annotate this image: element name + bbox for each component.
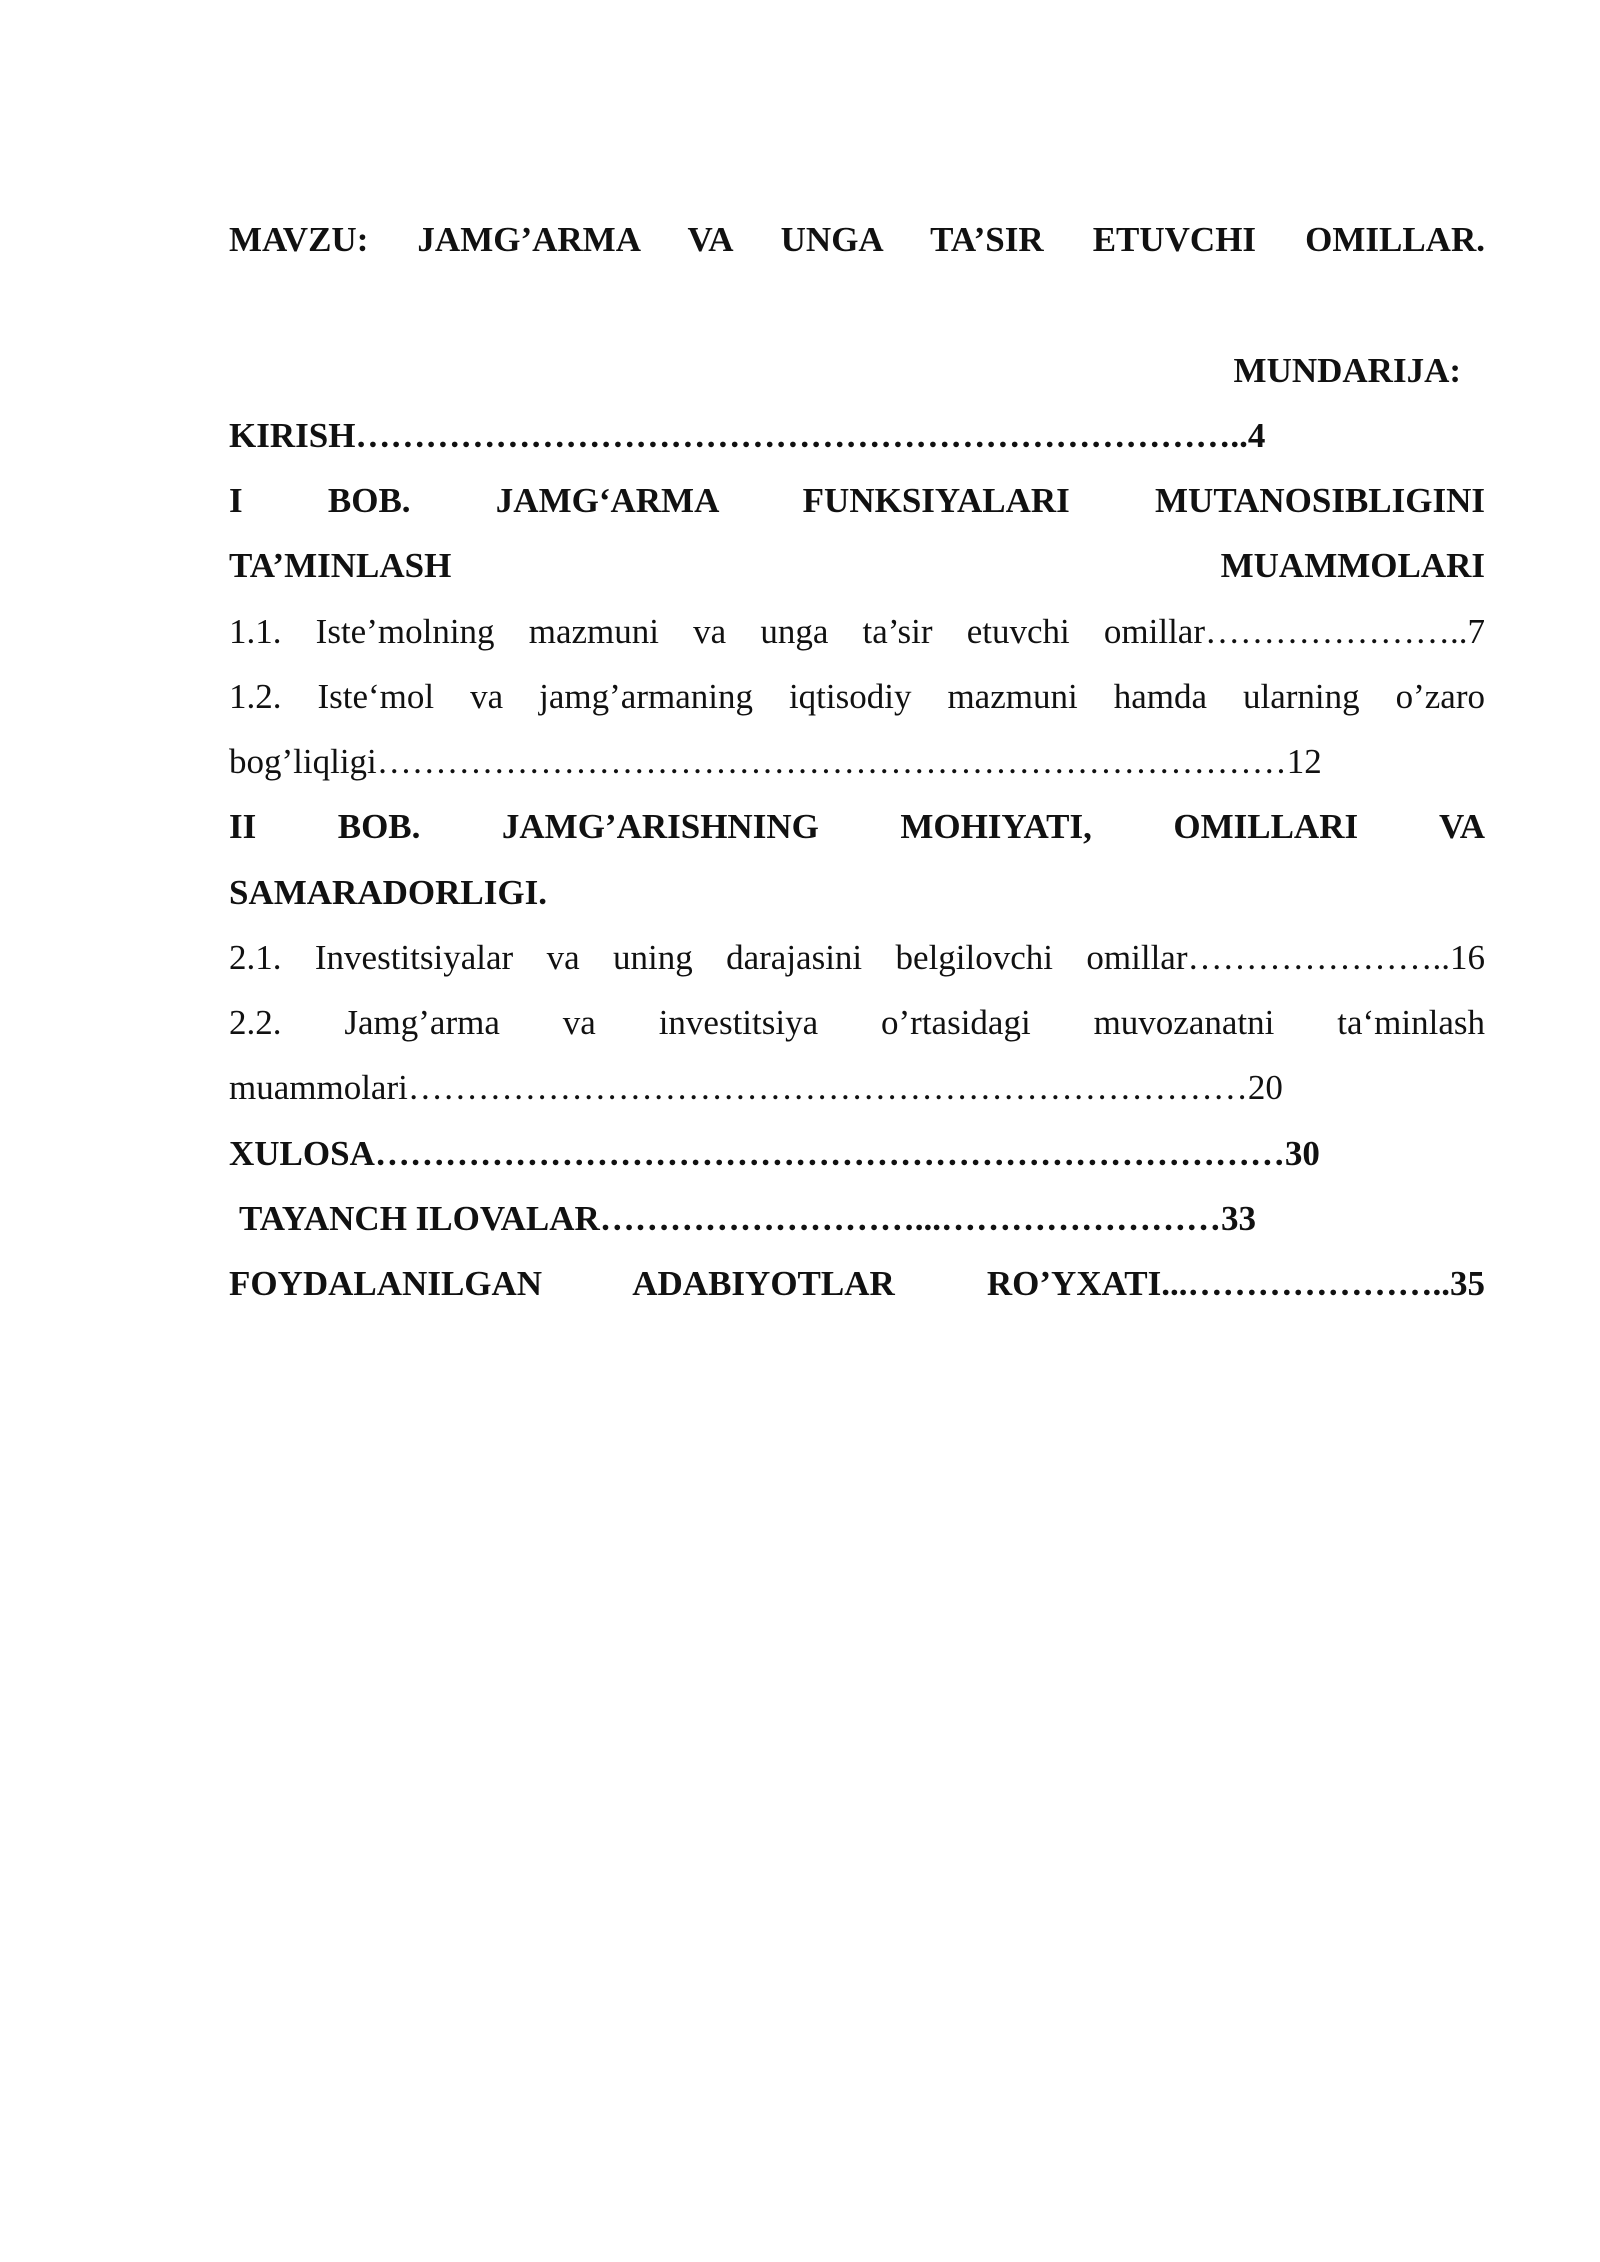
document-topic: MAVZU: JAMG’ARMA VA UNGA TA’SIR ETUVCHI OMILLAR. [229,220,1485,259]
toc-entry-kirish: KIRISH…………………………………………………………………..4 [229,416,1266,455]
toc-chapter-2-title: II BOB. JAMG’ARISHNING MOHIYATI, OMILLARI VA [229,807,1485,846]
toc-entry-adabiyotlar: FOYDALANILGAN ADABIYOTLAR RO’YXATI...…………………..35 [229,1264,1485,1303]
toc-entry-2-2: 2.2. Jamg’arma va investitsiya o’rtasidagi muvozanatni ta‘minlash [229,1003,1485,1042]
toc-chapter-1-title: I BOB. JAMG‘ARMA FUNKSIYALARI MUTANOSIBLIGINI [229,481,1485,520]
toc-entry-xulosa: XULOSA……………………………………………………………………30 [229,1134,1320,1173]
toc-chapter-2-title-cont: SAMARADORLIGI. [229,873,547,912]
toc-entry-1-1: 1.1. Iste’molning mazmuni va unga ta’sir etuvchi omillar…………………..7 [229,612,1485,651]
contents-heading: MUNDARIJA: [1233,351,1461,390]
toc-entry-ilovalar: TAYANCH ILOVALAR………………………...……………………33 [239,1199,1257,1238]
toc-entry-1-2: 1.2. Iste‘mol va jamg’armaning iqtisodiy mazmuni hamda ularning o’zaro [229,677,1485,716]
toc-chapter-1-title-cont: TA’MINLASH MUAMMOLARI [229,546,1485,585]
toc-entry-2-1: 2.1. Investitsiyalar va uning darajasini belgilovchi omillar…………………..16 [229,938,1485,977]
toc-entry-1-2-cont: bog’liqligi……………………………………………………………………12 [229,742,1322,781]
toc-entry-2-2-cont: muammolari………………………………………………………………20 [229,1068,1283,1107]
